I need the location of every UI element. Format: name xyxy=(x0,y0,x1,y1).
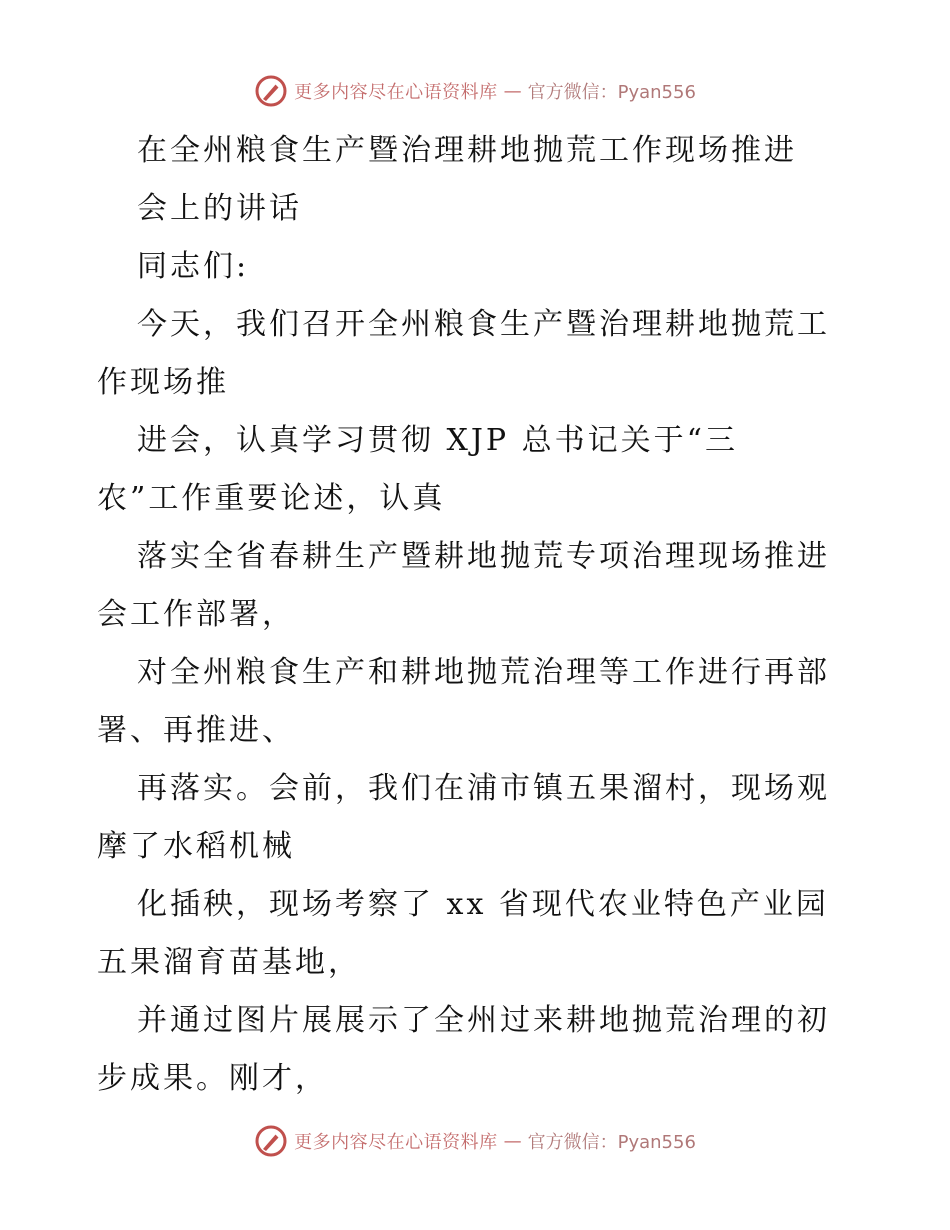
watermark-wechat: 官方微信：Pyan556 xyxy=(527,1132,696,1153)
paragraph-line: 再落实。会前，我们在浦市镇五果溜村，现场观 xyxy=(137,771,830,806)
paragraph-line: 落实全省春耕生产暨耕地抛荒专项治理现场推进 xyxy=(137,539,830,574)
pen-logo-icon xyxy=(254,1124,288,1158)
salutation: 同志们: xyxy=(137,249,250,284)
title-line-1: 在全州粮食生产暨治理耕地抛荒工作现场推进 xyxy=(137,133,797,168)
paragraph-line: 并通过图片展展示了全州过来耕地抛荒治理的初 xyxy=(137,1003,830,1038)
title-line-2: 会上的讲话 xyxy=(137,191,302,226)
paragraph-line: 今天，我们召开全州粮食生产暨治理耕地抛荒工 xyxy=(137,307,830,342)
paragraph-line: 会工作部署， xyxy=(97,597,295,632)
paragraph-line: 对全州粮食生产和耕地抛荒治理等工作进行再部 xyxy=(137,655,830,690)
paragraph-line: 化插秧，现场考察了 xx 省现代农业特色产业园 xyxy=(137,887,829,922)
paragraph-line: 进会，认真学习贯彻 XJP 总书记关于“三 xyxy=(137,423,738,458)
paragraph-line: 步成果。刚才， xyxy=(97,1061,328,1096)
watermark-text: 更多内容尽在心语资料库 xyxy=(294,82,498,103)
footer-watermark xyxy=(0,1124,950,1158)
paragraph-line: 五果溜育苗基地， xyxy=(97,945,361,980)
header-watermark xyxy=(0,74,950,108)
paragraph-line: 署、再推进、 xyxy=(97,713,295,748)
paragraph-line: 作现场推 xyxy=(97,365,229,400)
watermark-wechat: 官方微信：Pyan556 xyxy=(527,82,696,103)
watermark-text: 更多内容尽在心语资料库 xyxy=(294,1132,498,1153)
pen-logo-icon xyxy=(254,74,288,108)
paragraph-line: 农”工作重要论述，认真 xyxy=(97,481,446,516)
watermark-dash: — xyxy=(503,1130,522,1152)
watermark-dash: — xyxy=(503,80,522,102)
document-body xyxy=(97,122,857,1108)
paragraph-line: 摩了水稻机械 xyxy=(97,829,295,864)
